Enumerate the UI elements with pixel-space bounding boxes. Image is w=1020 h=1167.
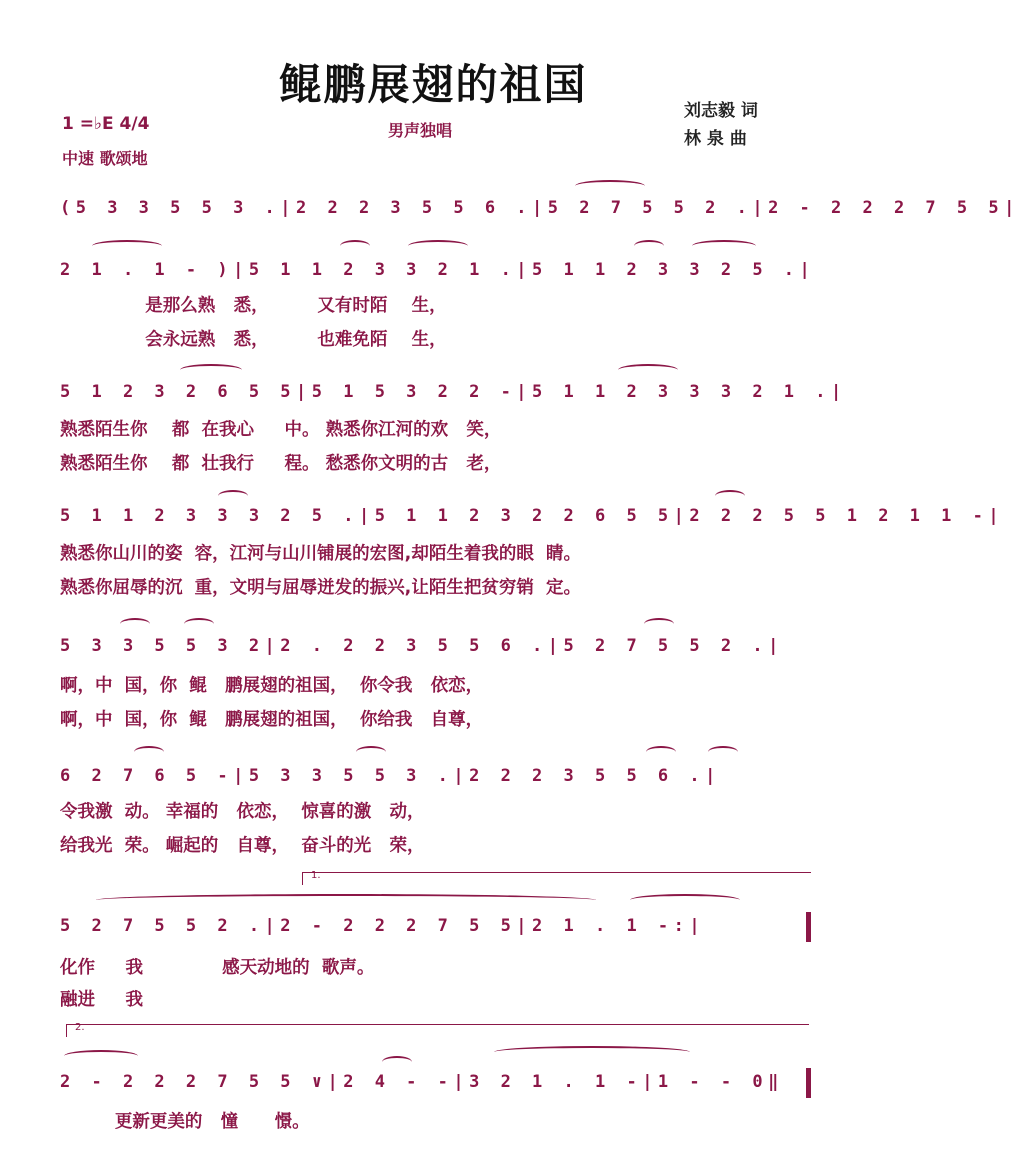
second-ending-bracket [66, 1024, 809, 1037]
slur [184, 618, 214, 630]
lyric-line-8a: 更新更美的 憧 憬。 [60, 1112, 310, 1132]
lyric-line-5b: 啊，中 国，你 鲲 鹏展翅的祖国， 你给我 自尊， [60, 710, 484, 730]
slur [64, 1050, 138, 1062]
lyricist-credit: 刘志毅 词 [684, 101, 758, 121]
slur [340, 240, 370, 252]
lyric-line-6a: 令我激 动。 幸福的 依恋， 惊喜的激 动， [60, 802, 425, 822]
composer-credit: 林 泉 曲 [684, 129, 747, 149]
lyric-line-5a: 啊，中 国，你 鲲 鹏展翅的祖国， 你令我 依恋， [60, 676, 484, 696]
notation-line-3: 5 1 2 3 2 6 5 5|5 1 5 3 2 2 -|5 1 1 2 3 3 3 2 1 .| [60, 382, 847, 402]
key-signature: 1 =♭E 4/4 [62, 114, 150, 134]
first-ending-label: 1. [311, 870, 321, 881]
notation-line-1: (5 3 3 5 5 3 .|2 2 2 3 5 5 6 .|5 2 7 5 5 2 .|2 - 2 2 2 7 5 5| [60, 198, 1020, 218]
slur [644, 618, 674, 630]
slur [92, 240, 162, 252]
slur [618, 364, 678, 376]
slur [494, 1046, 690, 1058]
lyric-line-2b: 会永远熟 悉， 也难免陌 生， [60, 330, 447, 350]
lyric-line-3b: 熟悉陌生你 都 壮我行 程。 愁悉你文明的古 老， [60, 454, 502, 474]
slur [218, 490, 248, 502]
slur [708, 746, 738, 758]
lyric-line-6b: 给我光 荣。 崛起的 自尊， 奋斗的光 荣， [60, 836, 425, 856]
lyric-line-4b: 熟悉你屈辱的沉 重，文明与屈辱迸发的振兴,让陌生把贫穷销 定。 [60, 578, 582, 598]
slur [120, 618, 150, 630]
performance-style: 男声独唱 [388, 121, 453, 140]
slur [96, 894, 596, 906]
slur [646, 746, 676, 758]
tempo-marking: 中速 歌颂地 [62, 149, 148, 168]
slur [408, 240, 468, 252]
slur [630, 894, 740, 906]
slur [634, 240, 664, 252]
page-title: 鲲鹏展翅的祖国 [279, 60, 588, 109]
slur [180, 364, 242, 376]
notation-line-8: 2 - 2 2 2 7 5 5 ∨|2 4 - -|3 2 1 . 1 -|1 - - 0‖ [60, 1072, 784, 1092]
lyric-line-2a: 是那么熟 悉， 又有时陌 生， [60, 296, 447, 316]
second-ending-label: 2. [75, 1022, 85, 1033]
first-ending-bracket [302, 872, 811, 885]
slur [692, 240, 756, 252]
slur [356, 746, 386, 758]
notation-line-5: 5 3 3 5 5 3 2|2 . 2 2 3 5 5 6 .|5 2 7 5 5 2 .| [60, 636, 784, 656]
notation-line-7: 5 2 7 5 5 2 .|2 - 2 2 2 7 5 5|2 1 . 1 -:| [60, 916, 706, 936]
notation-line-2: 2 1 . 1 - )|5 1 1 2 3 3 2 1 .|5 1 1 2 3 3 2 5 .| [60, 260, 816, 280]
lyric-line-7a: 化作 我 感天动地的 歌声。 [60, 958, 375, 978]
slur [382, 1056, 412, 1068]
slur [575, 180, 645, 192]
repeat-barline [806, 912, 811, 942]
final-barline [806, 1068, 811, 1098]
lyric-line-3a: 熟悉陌生你 都 在我心 中。 熟悉你江河的欢 笑， [60, 420, 502, 440]
notation-line-4: 5 1 1 2 3 3 3 2 5 .|5 1 1 2 3 2 2 6 5 5|2 2 2 5 5 1 2 1 1 -| [60, 506, 1005, 526]
slur [134, 746, 164, 758]
lyric-line-4a: 熟悉你山川的姿 容，江河与山川铺展的宏图,却陌生着我的眼 睛。 [60, 544, 582, 564]
slur [715, 490, 745, 502]
notation-line-6: 6 2 7 6 5 -|5 3 3 5 5 3 .|2 2 2 3 5 5 6 .| [60, 766, 721, 786]
lyric-line-7b: 融进 我 [60, 990, 143, 1010]
